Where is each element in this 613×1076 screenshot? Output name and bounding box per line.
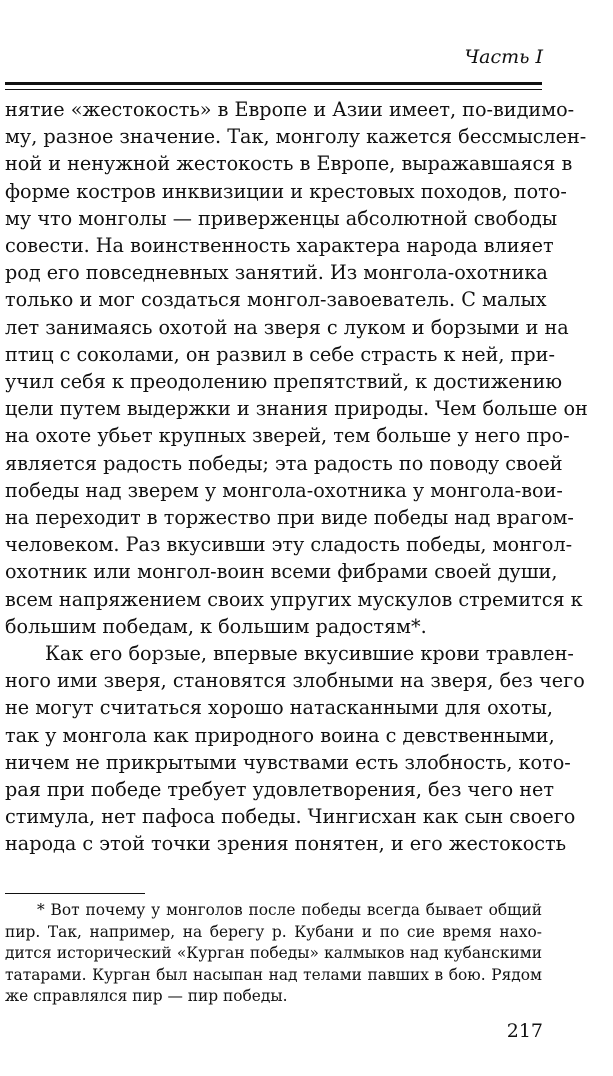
body-line: му, разное значение. Так, монголу кажется бессмыслен- — [5, 125, 587, 149]
body-line: победы над зверем у монгола-охотника у монгола-вои- — [5, 478, 563, 502]
body-line: форме костров инквизиции и крестовых походов, пото- — [5, 179, 567, 203]
body-line: нятие «жестокость» в Европе и Азии имеет, по-видимо- — [5, 98, 575, 121]
body-line: ного ими зверя, становятся злобными на зверя, без чего — [5, 669, 585, 693]
body-line: большим победам, к большим радостям*. — [5, 614, 427, 638]
body-line: так у монгола как природного воина с девственными, — [5, 723, 555, 747]
body-line-paragraph-start: Как его борзые, впервые вкусившие крови травлен- — [45, 642, 574, 666]
header-rule-thick — [5, 82, 542, 85]
footnote-line: * Вот почему у монголов после победы всегда бывает общий — [37, 901, 542, 919]
body-line: является радость победы; эта радость по поводу своей — [5, 451, 563, 475]
footnote — [5, 900, 542, 1008]
header-rule-thin — [5, 89, 542, 90]
body-line: рая при победе требует удовлетворения, без чего нет — [5, 778, 555, 802]
body-text — [5, 96, 588, 858]
running-header: Часть I — [464, 46, 543, 68]
footnote-line: пир. Так, например, на берегу р. Кубани и по сие время нахо- — [5, 922, 542, 941]
body-line: совести. На воинственность характера народа влияет — [5, 234, 554, 258]
footnote-line: же справлялся пир — пир победы. — [5, 987, 288, 1006]
body-line: му что монголы — приверженцы абсолютной свободы — [5, 206, 558, 230]
body-line: учил себя к преодолению препятствий, к достижению — [5, 370, 563, 394]
body-line: человеком. Раз вкусивши эту сладость победы, монгол- — [5, 533, 573, 557]
body-line: лет занимаясь охотой на зверя с луком и борзыми и на — [5, 315, 569, 339]
body-line: охотник или монгол-воин всеми фибрами своей души, — [5, 560, 558, 584]
body-line: всем напряжением своих упругих мускулов стремится к — [5, 587, 583, 611]
body-line: только и мог создаться монгол-завоеватель. С малых — [5, 288, 547, 312]
body-line: на переходит в торжество при виде победы над врагом- — [5, 506, 574, 530]
body-line: цели путем выдержки и знания природы. Чем больше он — [5, 397, 588, 421]
body-line: ной и ненужной жестокость в Европе, выражавшаяся в — [5, 152, 573, 176]
body-line: на охоте убьет крупных зверей, тем больше у него про- — [5, 424, 570, 448]
body-line: птиц с соколами, он развил в себе страсть к ней, при- — [5, 342, 555, 366]
body-line: не могут считаться хорошо натасканными для охоты, — [5, 696, 553, 720]
footnote-line: татарами. Курган был насыпан над телами павших в бою. Рядом — [5, 965, 542, 984]
body-line: род его повседневных занятий. Из монгола-охотника — [5, 261, 548, 285]
footnote-rule — [5, 893, 145, 894]
page-number: 217 — [506, 1020, 543, 1042]
body-line: народа с этой точки зрения понятен, и его жестокость — [5, 832, 567, 856]
body-line: стимула, нет пафоса победы. Чингисхан как сын своего — [5, 805, 576, 829]
footnote-line: дится исторический «Курган победы» калмыков над кубанскими — [5, 944, 542, 963]
body-line: ничем не прикрытыми чувствами есть злобность, кото- — [5, 750, 571, 774]
